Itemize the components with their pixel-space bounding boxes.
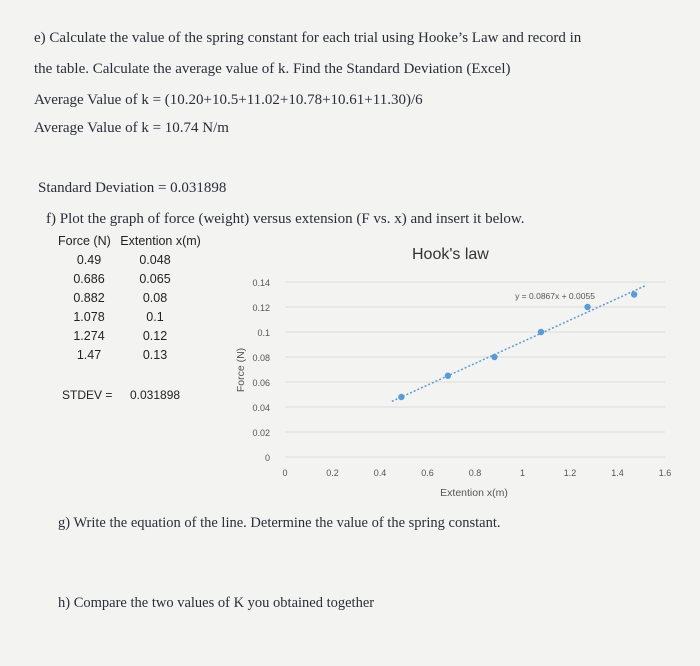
data-point [491,354,497,360]
x-tick-label: 0.6 [421,468,434,478]
table-cell-ext: 0.1 [146,310,164,324]
average-k-result: Average Value of k = 10.74 N/m [34,120,229,136]
table-cell-force: 1.47 [76,348,102,362]
stdev-label: STDEV = [62,388,113,402]
y-tick-label: 0.1 [257,328,270,338]
trendline-equation: y = 0.0867x + 0.0055 [515,291,595,301]
extension-column-header: Extention x(m) [120,234,201,248]
y-tick-label: 0.06 [252,378,270,388]
question-e-line-1: e) Calculate the value of the spring constant for each trial using Hooke’s Law and record in [34,30,582,46]
table-cell-force: 1.078 [73,310,105,324]
table-cell-ext: 0.048 [139,253,171,267]
chart-title: Hook's law [412,246,489,263]
standard-deviation-text: Standard Deviation = 0.031898 [38,180,227,196]
y-tick-label: 0.04 [252,403,270,413]
trendline [392,285,646,401]
question-f: f) Plot the graph of force (weight) versus extension (F vs. x) and insert it below. [46,211,525,227]
table-cell-force: 1.274 [73,329,105,343]
table-cell-force: 0.882 [73,291,105,305]
table-cell-force: 0.49 [76,253,102,267]
x-tick-label: 1.6 [658,468,672,478]
question-g: g) Write the equation of the line. Determine the value of the spring constant. [58,515,501,531]
y-tick-label: 0.08 [252,353,270,363]
force-column-header: Force (N) [58,234,111,248]
x-axis-label: Extention x(m) [440,487,508,499]
table-cell-ext: 0.13 [142,348,168,362]
x-tick-label: 0.2 [326,468,339,478]
y-tick-label: 0.14 [252,278,270,288]
stdev-value: 0.031898 [130,388,181,402]
y-axis-label: Force (N) [235,347,247,393]
x-tick-label: 1.2 [563,468,577,478]
table-cell-ext: 0.12 [142,329,168,343]
x-tick-label: 0.4 [373,468,387,478]
x-tick-label: 0 [282,468,288,478]
data-point [398,394,404,400]
table-cell-force: 0.686 [73,272,105,286]
y-tick-label: 0 [264,453,270,463]
x-tick-label: 1 [519,468,526,478]
table-cell-ext: 0.065 [139,272,171,286]
y-tick-label: 0.02 [252,428,270,438]
question-h: h) Compare the two values of K you obtained together [58,595,375,611]
data-point [538,329,544,335]
table-cell-ext: 0.08 [142,291,168,305]
data-point [584,304,590,310]
y-tick-label: 0.12 [252,303,270,313]
x-tick-label: 0.8 [468,468,482,478]
average-k-formula: Average Value of k = (10.20+10.5+11.02+10.78+10.61+11.30)/6 [34,92,423,108]
data-point [631,291,637,297]
question-e-line-2: the table. Calculate the average value of k. Find the Standard Deviation (Excel) [34,61,511,77]
x-tick-label: 1.4 [611,468,624,478]
data-point [445,373,451,379]
